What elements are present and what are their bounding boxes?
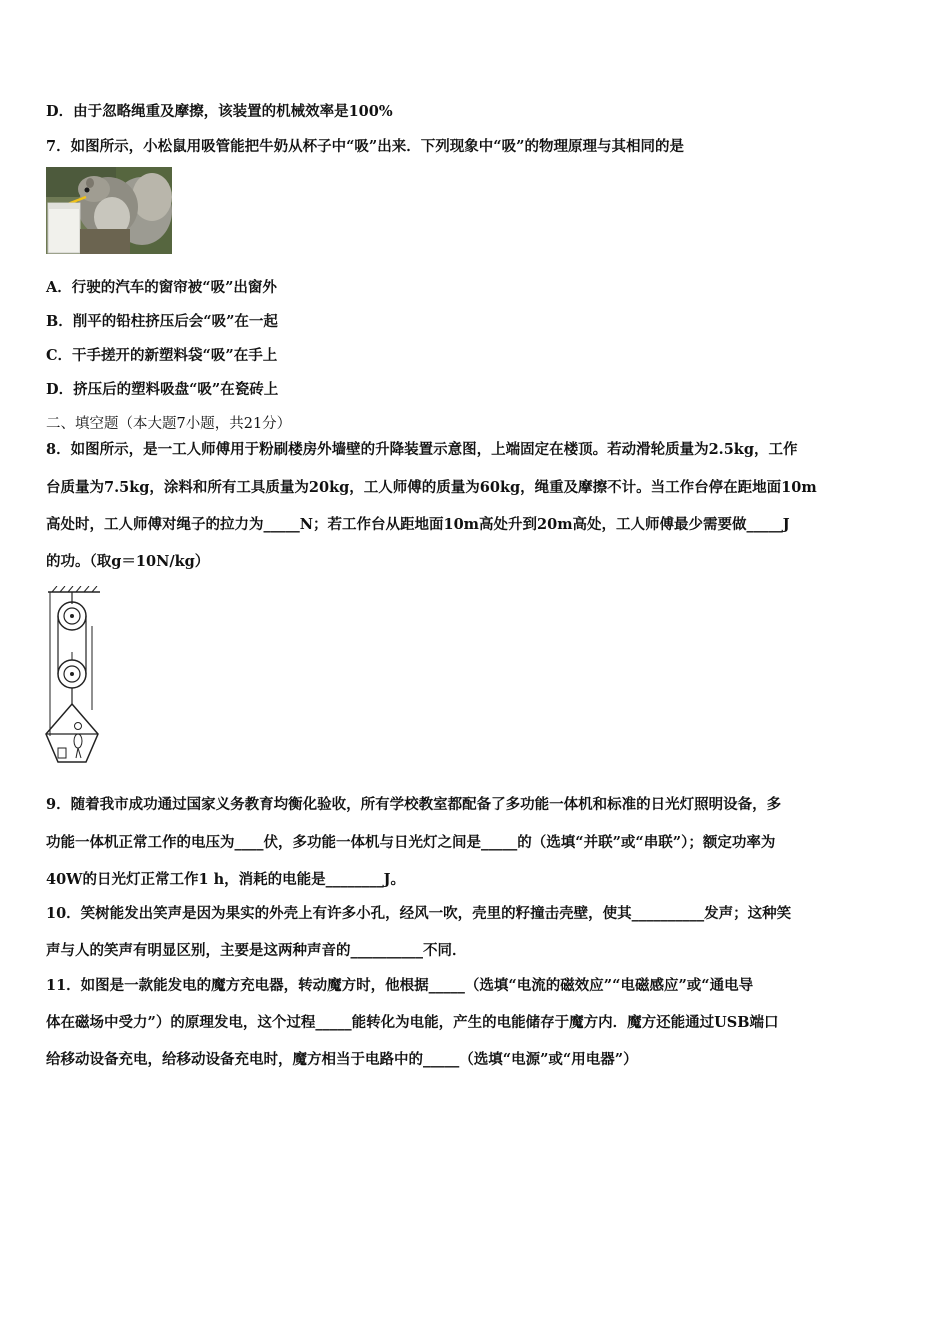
section-heading: 二、填空题（本大题7小题，共21分） xyxy=(46,416,292,432)
squirrel-photo xyxy=(46,167,172,254)
q11-line-1: 11．如图是一款能发电的魔方充电器，转动魔方时，他根据_____（选填“电流的磁效应”“电磁感应”或“通电导 xyxy=(46,977,754,994)
q7-stem: 7．如图所示，小松鼠用吸管能把牛奶从杯子中“吸”出来．下列现象中“吸”的物理原理与其相同的是 xyxy=(46,138,684,155)
q10-line-2: 声与人的笑声有明显区别，主要是这两种声音的__________不同． xyxy=(46,942,467,959)
q9-line-1: 9．随着我市成功通过国家义务教育均衡化验收，所有学校教室都配备了多功能一体机和标准的日光灯照明设备，多 xyxy=(46,796,782,813)
q7-option-b: B．削平的铅柱挤压后会“吸”在一起 xyxy=(46,313,278,330)
q10-line-1: 10．笑树能发出笑声是因为果实的外壳上有许多小孔，经风一吹，壳里的籽撞击壳壁，使其__________发声；这种笑 xyxy=(46,905,792,922)
q9-line-2: 功能一体机正常工作的电压为____伏，多功能一体机与日光灯之间是_____的（选填“并联”或“串联”）；额定功率为 xyxy=(46,834,776,851)
q8-line-1: 8．如图所示，是一工人师傅用于粉刷楼房外墙壁的升降装置示意图，上端固定在楼顶。若动滑轮质量为2.5kg，工作 xyxy=(46,441,798,458)
q7-option-c: C．干手搓开的新塑料袋“吸”在手上 xyxy=(46,347,278,364)
q9-line-3: 40W的日光灯正常工作1 h，消耗的电能是________J。 xyxy=(46,871,406,888)
q7-option-d: D．挤压后的塑料吸盘“吸”在瓷砖上 xyxy=(46,381,279,398)
q11-line-2: 体在磁场中受力”）的原理发电，这个过程_____能转化为电能，产生的电能储存于魔方内．魔方还能通过USB端口 xyxy=(46,1014,779,1031)
q11-line-3: 给移动设备充电，给移动设备充电时，魔方相当于电路中的_____（选填“电源”或“用电器”） xyxy=(46,1051,638,1068)
q7-option-a: A．行驶的汽车的窗帘被“吸”出窗外 xyxy=(46,279,277,296)
q8-line-2: 台质量为7.5kg，涂料和所有工具质量为20kg，工人师傅的质量为60kg，绳重及摩擦不计。当工作台停在距地面10m xyxy=(46,479,817,496)
q6-option-d: D．由于忽略绳重及摩擦，该装置的机械效率是100% xyxy=(46,103,393,120)
q8-line-3: 高处时，工人师傅对绳子的拉力为_____N；若工作台从距地面10m高处升到20m高处，工人师傅最少需要做_____J xyxy=(46,516,790,533)
pulley-lift-diagram xyxy=(44,586,104,766)
q8-line-4: 的功。（取g＝10N/kg） xyxy=(46,553,210,570)
